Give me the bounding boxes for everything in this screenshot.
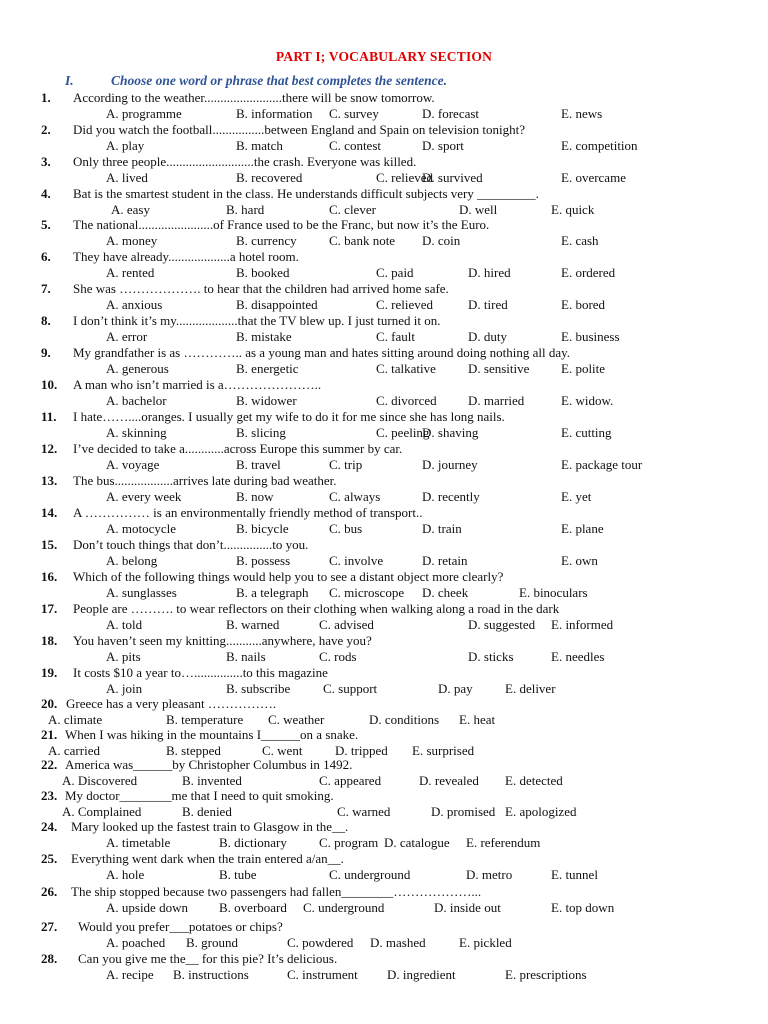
question-number: 22. (41, 757, 58, 772)
answer-option-a: A. climate (48, 712, 103, 727)
answer-option-c: C. support (323, 681, 378, 696)
question-text: The national.......................of France used to be the Franc, but now it’s the Euro. (73, 217, 490, 232)
answer-option-a: A. belong (106, 553, 158, 568)
answer-option-b: B. slicing (236, 425, 286, 440)
question-text: Bat is the smartest student in the class. He understands difficult subjects very _________. (73, 186, 539, 201)
question-text: She was ………………. to hear that the children had arrived home safe. (73, 281, 449, 296)
question-21 (0, 727, 768, 759)
answer-option-b: B. widower (236, 393, 297, 408)
question-number: 18. (41, 633, 58, 648)
answer-option-b: B. ground (186, 935, 238, 950)
answer-option-b: B. subscribe (226, 681, 291, 696)
question-23 (0, 788, 768, 820)
answer-option-e: E. top down (551, 900, 615, 915)
question-text: I’ve decided to take a............across Europe this summer by car. (73, 441, 403, 456)
answer-option-d: D. promised (431, 804, 496, 819)
answer-option-e: E. yet (561, 489, 592, 504)
question-20 (0, 696, 768, 728)
answer-option-b: B. information (236, 106, 313, 121)
answer-option-d: D. sticks (468, 649, 514, 664)
answer-option-a: A. easy (111, 202, 150, 217)
answer-option-e: E. apologized (505, 804, 577, 819)
section-instruction: Choose one word or phrase that best completes the sentence. (111, 73, 448, 88)
answer-option-a: A. money (106, 233, 158, 248)
answer-option-e: E. prescriptions (505, 967, 587, 982)
question-number: 23. (41, 788, 58, 803)
answer-option-e: E. business (561, 329, 620, 344)
question-number: 3. (41, 154, 51, 169)
answer-option-b: B. match (236, 138, 283, 153)
answer-option-a: A. upside down (106, 900, 188, 915)
answer-option-b: B. instructions (173, 967, 249, 982)
answer-option-a: A. join (106, 681, 143, 696)
question-text: America was______by Christopher Columbus in 1492. (65, 757, 353, 772)
question-4 (0, 186, 768, 218)
section-heading (0, 73, 768, 91)
answer-option-b: B. a telegraph (236, 585, 309, 600)
question-18 (0, 633, 768, 665)
answer-option-e: E. surprised (412, 743, 475, 758)
question-text: The ship stopped because two passengers had fallen________………………... (71, 884, 482, 899)
question-number: 21. (41, 727, 58, 742)
answer-option-b: B. mistake (236, 329, 292, 344)
question-number: 13. (41, 473, 58, 488)
answer-option-c: C. bus (329, 521, 363, 536)
answer-option-c: C. instrument (287, 967, 358, 982)
question-text: Would you prefer___potatoes or chips? (78, 919, 283, 934)
answer-option-e: E. plane (561, 521, 604, 536)
answer-option-e: E. ordered (561, 265, 616, 280)
answer-option-b: B. possess (236, 553, 291, 568)
answer-option-d: D. recently (422, 489, 480, 504)
answer-option-c: C. appeared (319, 773, 382, 788)
question-15 (0, 537, 768, 569)
question-text: Greece has a very pleasant ……………. (66, 696, 277, 711)
answer-option-a: A. anxious (106, 297, 163, 312)
question-text: Mary looked up the fastest train to Glasgow in the__. (71, 819, 349, 834)
answer-option-c: C. peeling (376, 425, 430, 440)
question-27 (0, 919, 768, 951)
answer-option-b: B. nails (226, 649, 266, 664)
question-number: 11. (41, 409, 57, 424)
question-number: 26. (41, 884, 58, 899)
question-text: Everything went dark when the train entered a/an__. (71, 851, 344, 866)
answer-option-e: E. news (561, 106, 603, 121)
answer-option-c: C. paid (376, 265, 414, 280)
answer-option-e: E. tunnel (551, 867, 598, 882)
question-text: Did you watch the football................between England and Spain on television tonight? (73, 122, 526, 137)
answer-option-c: C. relieved (376, 297, 434, 312)
answer-option-d: D. inside out (434, 900, 501, 915)
answer-option-d: D. hired (468, 265, 511, 280)
answer-option-b: B. warned (226, 617, 280, 632)
answer-option-d: D. conditions (369, 712, 440, 727)
answer-option-e: E. cutting (561, 425, 612, 440)
answer-option-c: C. relieved (376, 170, 434, 185)
answer-option-d: D. retain (422, 553, 468, 568)
answer-option-e: E. informed (551, 617, 614, 632)
question-19 (0, 665, 768, 697)
answer-option-a: A. bachelor (106, 393, 167, 408)
question-11 (0, 409, 768, 441)
question-25 (0, 851, 768, 883)
answer-option-c: C. survey (329, 106, 379, 121)
page-title: PART I; VOCABULARY SECTION (275, 49, 493, 64)
answer-option-e: E. bored (561, 297, 606, 312)
question-text: Don’t touch things that don’t...............to you. (73, 537, 309, 552)
question-text: Can you give me the__ for this pie? It’s delicious. (78, 951, 338, 966)
answer-option-e: E. referendum (466, 835, 541, 850)
question-number: 9. (41, 345, 51, 360)
question-number: 28. (41, 951, 58, 966)
answer-option-d: D. married (468, 393, 525, 408)
answer-option-e: E. binoculars (519, 585, 588, 600)
answer-option-a: A. Complained (62, 804, 142, 819)
answer-option-a: A. Discovered (62, 773, 138, 788)
answer-option-b: B. currency (236, 233, 297, 248)
answer-option-b: B. energetic (236, 361, 299, 376)
answer-option-b: B. booked (236, 265, 290, 280)
answer-option-a: A. hole (106, 867, 145, 882)
question-number: 4. (41, 186, 51, 201)
answer-option-c: C. always (329, 489, 381, 504)
question-number: 25. (41, 851, 58, 866)
answer-option-d: D. survived (422, 170, 483, 185)
answer-option-d: D. ingredient (387, 967, 456, 982)
answer-option-c: C. bank note (329, 233, 396, 248)
answer-option-c: C. advised (319, 617, 374, 632)
question-number: 17. (41, 601, 58, 616)
answer-option-d: D. pay (438, 681, 473, 696)
answer-option-d: D. tired (468, 297, 508, 312)
question-text: Which of the following things would help you to see a distant object more clearly? (73, 569, 504, 584)
answer-option-c: C. fault (376, 329, 415, 344)
answer-option-b: B. overboard (219, 900, 287, 915)
answer-option-b: B. now (236, 489, 274, 504)
answer-option-b: B. hard (226, 202, 265, 217)
answer-option-b: B. invented (182, 773, 242, 788)
question-number: 20. (41, 696, 58, 711)
answer-option-b: B. tube (219, 867, 257, 882)
answer-option-a: A. voyage (106, 457, 160, 472)
answer-option-c: C. microscope (329, 585, 405, 600)
answer-option-a: A. pits (106, 649, 141, 664)
question-text: According to the weather........................there will be snow tomorrow. (73, 90, 435, 105)
answer-option-b: B. stepped (166, 743, 221, 758)
answer-option-d: D. journey (422, 457, 478, 472)
question-number: 10. (41, 377, 58, 392)
answer-option-c: C. divorced (376, 393, 437, 408)
question-text: I don’t think it’s my...................that the TV blew up. I just turned it on. (73, 313, 441, 328)
question-8 (0, 313, 768, 345)
question-text: My doctor________me that I need to quit smoking. (65, 788, 334, 803)
answer-option-c: C. warned (337, 804, 391, 819)
answer-option-d: D. catalogue (384, 835, 450, 850)
answer-option-c: C. talkative (376, 361, 436, 376)
answer-option-e: E. overcame (561, 170, 626, 185)
answer-option-e: E. needles (551, 649, 605, 664)
answer-option-c: C. contest (329, 138, 381, 153)
answer-option-a: A. skinning (106, 425, 167, 440)
question-number: 7. (41, 281, 51, 296)
answer-option-e: E. cash (561, 233, 599, 248)
answer-option-d: D. coin (422, 233, 461, 248)
answer-option-d: D. train (422, 521, 462, 536)
answer-option-d: D. mashed (370, 935, 426, 950)
answer-option-e: E. competition (561, 138, 638, 153)
question-number: 1. (41, 90, 51, 105)
answer-option-d: D. sport (422, 138, 464, 153)
answer-option-d: D. cheek (422, 585, 469, 600)
answer-option-c: C. program (319, 835, 379, 850)
question-number: 16. (41, 569, 58, 584)
question-number: 24. (41, 819, 58, 834)
answer-option-c: C. involve (329, 553, 384, 568)
question-6 (0, 249, 768, 281)
answer-option-d: D. forecast (422, 106, 480, 121)
answer-option-b: B. denied (182, 804, 232, 819)
question-text: It costs $10 a year to…...............to this magazine (73, 665, 328, 680)
question-text: A …………… is an environmentally friendly method of transport.. (73, 505, 423, 520)
question-7 (0, 281, 768, 313)
question-5 (0, 217, 768, 249)
question-17 (0, 601, 768, 633)
question-26 (0, 884, 768, 916)
question-text: A man who isn’t married is a………………….. (73, 377, 322, 392)
answer-option-a: A. rented (106, 265, 155, 280)
question-number: 6. (41, 249, 51, 264)
answer-option-b: B. dictionary (219, 835, 287, 850)
answer-option-c: C. went (262, 743, 303, 758)
answer-option-a: A. sunglasses (106, 585, 177, 600)
answer-option-d: D. sensitive (468, 361, 530, 376)
answer-option-e: E. deliver (505, 681, 556, 696)
answer-option-e: E. polite (561, 361, 606, 376)
answer-option-e: E. quick (551, 202, 595, 217)
answer-option-e: E. pickled (459, 935, 512, 950)
question-22 (0, 757, 768, 789)
answer-option-a: A. lived (106, 170, 148, 185)
question-text: The bus..................arrives late during bad weather. (73, 473, 337, 488)
question-number: 19. (41, 665, 58, 680)
answer-option-d: D. revealed (419, 773, 479, 788)
answer-option-a: A. generous (106, 361, 169, 376)
answer-option-c: C. rods (319, 649, 357, 664)
question-2 (0, 122, 768, 154)
question-number: 12. (41, 441, 58, 456)
question-text: They have already...................a hotel room. (73, 249, 299, 264)
question-text: Only three people...........................the crash. Everyone was killed. (73, 154, 417, 169)
answer-option-e: E. widow. (561, 393, 614, 408)
answer-option-a: A. error (106, 329, 148, 344)
question-text: I hate……....oranges. I usually get my wife to do it for me since she has long nails. (73, 409, 505, 424)
question-9 (0, 345, 768, 377)
answer-option-a: A. programme (106, 106, 182, 121)
question-number: 2. (41, 122, 51, 137)
answer-option-c: C. underground (303, 900, 385, 915)
question-text: You haven’t seen my knitting...........anywhere, have you? (73, 633, 372, 648)
answer-option-b: B. bicycle (236, 521, 289, 536)
answer-option-b: B. temperature (166, 712, 244, 727)
answer-option-b: B. travel (236, 457, 281, 472)
section-number: I. (65, 73, 74, 88)
answer-option-a: A. timetable (106, 835, 171, 850)
answer-option-a: A. poached (106, 935, 166, 950)
question-number: 14. (41, 505, 58, 520)
answer-option-c: C. powdered (287, 935, 354, 950)
question-number: 8. (41, 313, 51, 328)
question-3 (0, 154, 768, 186)
answer-option-a: A. play (106, 138, 145, 153)
answer-option-c: C. trip (329, 457, 363, 472)
answer-option-a: A. motocycle (106, 521, 177, 536)
answer-option-a: A. recipe (106, 967, 154, 982)
answer-option-d: D. tripped (335, 743, 388, 758)
question-number: 27. (41, 919, 58, 934)
question-text: My grandfather is as ………….. as a young man and hates sitting around doing nothing all day. (73, 345, 571, 360)
answer-option-d: D. duty (468, 329, 507, 344)
answer-option-c: C. underground (329, 867, 411, 882)
question-1 (0, 90, 768, 122)
question-number: 15. (41, 537, 58, 552)
question-13 (0, 473, 768, 505)
answer-option-d: D. shaving (422, 425, 479, 440)
answer-option-e: E. detected (505, 773, 563, 788)
question-28 (0, 951, 768, 983)
answer-option-a: A. every week (106, 489, 182, 504)
answer-option-a: A. carried (48, 743, 100, 758)
answer-option-a: A. told (106, 617, 143, 632)
answer-option-c: C. weather (268, 712, 325, 727)
answer-option-c: C. clever (329, 202, 376, 217)
question-12 (0, 441, 768, 473)
question-number: 5. (41, 217, 51, 232)
question-text: When I was hiking in the mountains I______on a snake. (65, 727, 359, 742)
answer-option-e: E. package tour (561, 457, 643, 472)
answer-option-b: B. recovered (236, 170, 303, 185)
answer-option-d: D. well (459, 202, 498, 217)
question-14 (0, 505, 768, 537)
question-16 (0, 569, 768, 601)
question-24 (0, 819, 768, 851)
question-text: People are ………. to wear reflectors on their clothing when walking along a road in the dark (73, 601, 560, 616)
question-10 (0, 377, 768, 409)
answer-option-b: B. disappointed (236, 297, 318, 312)
answer-option-e: E. heat (459, 712, 496, 727)
answer-option-e: E. own (561, 553, 598, 568)
answer-option-d: D. metro (466, 867, 513, 882)
answer-option-d: D. suggested (468, 617, 536, 632)
